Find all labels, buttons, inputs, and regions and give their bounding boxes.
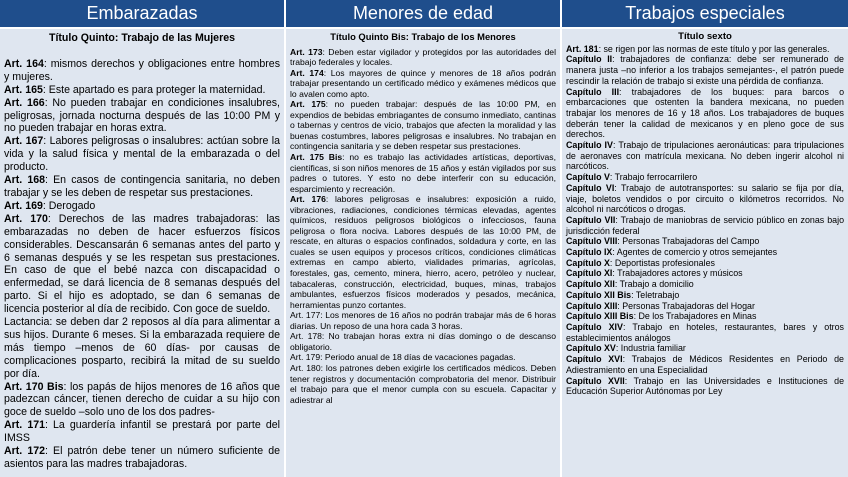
article-text: : Trabajo de maniobras de servicio público en zonas bajo jurisdicción federal — [566, 214, 845, 236]
article-text: : Los mayores de quince y menores de 18 años podrán trabajar presentando un certificado médico y exámenes médicos que lo avalen como apto. — [290, 67, 556, 99]
paragraph — [4, 213, 280, 316]
article-label: Art. 172 — [4, 445, 45, 458]
article-text: : se rigen por las normas de este título y por las generales. — [598, 43, 830, 54]
paragraph — [566, 301, 844, 312]
paragraph — [566, 343, 844, 354]
article-label: Capítulo XI — [566, 268, 613, 279]
article-text: : La guardería infantil se prestará por parte del IMSS — [4, 419, 280, 445]
column-trabajos-especiales — [562, 0, 848, 477]
column-body — [562, 29, 848, 397]
article-label: Art. 170 — [4, 212, 48, 225]
paragraph — [4, 174, 280, 200]
article-label: Art. 175 Bis — [290, 152, 343, 163]
column-subtitle: Título sexto — [678, 31, 732, 42]
article-text: : trabajadores de los buques: para barcos o embarcaciones que ostenten la bandera mexicana, no pueden trabajar los menores de 16 y 18 años. Los trabajadores de buques deberán tener la calidad de mexicanos y en pleno goce de sus derechos. — [566, 86, 845, 140]
article-text: : Agentes de comercio y otros semejantes — [612, 247, 778, 258]
article-text: : Deben estar vigilador y protegidos por las autoridades del trabajo federales y locales. — [290, 46, 556, 68]
paragraph — [290, 68, 556, 100]
article-label: Art. 166 — [4, 96, 45, 109]
paragraph — [4, 200, 280, 213]
article-text: : Labores peligrosas o insalubres: actúan sobre la vida y la salud física y mental de la embarazada o del producto. — [4, 135, 280, 174]
paragraph — [290, 152, 556, 194]
paragraph — [290, 363, 556, 405]
article-text: : Trabajos de Médicos Residentes en Periodo de Adiestramiento en una Especialidad — [566, 354, 844, 375]
article-text: : Deportistas profesionales — [609, 257, 715, 268]
article-label: Art. 167 — [4, 135, 44, 148]
paragraph — [566, 311, 844, 322]
article-label: Art. 164 — [4, 57, 44, 70]
column-embarazadas — [0, 0, 286, 477]
article-label: Art. 168 — [4, 174, 46, 187]
paragraph — [566, 268, 844, 279]
article-text: Art. 180: los patrones deben exigirle los certificados médicos. Deben tener registros y documentación comprobatoria del menor. Distribuir el trabajo para que el menor cumpla con su escuela. Capacitar y adiestrar al — [290, 362, 556, 405]
paragraph — [566, 279, 844, 290]
article-text: : Trabajadores actores y músicos — [612, 268, 743, 279]
article-label: Capítulo XVII — [566, 375, 625, 386]
article-label: Capítulo XII — [566, 279, 615, 290]
article-label: Art. 170 Bis — [4, 380, 64, 393]
article-text: : El patrón debe tener un número suficiente de asientos para las madres trabajadoras. — [4, 445, 280, 470]
article-label: Capítulo IV — [566, 140, 613, 151]
paragraph — [566, 140, 844, 172]
paragraph — [566, 54, 844, 86]
article-text: Art. 179: Periodo anual de 18 días de vacaciones pagadas. — [290, 352, 516, 363]
article-text: : Derogado — [42, 199, 96, 212]
article-label: Capítulo V — [566, 172, 610, 183]
paragraph — [4, 445, 280, 471]
article-text: : Trabajo en hoteles, restaurantes, bares y otros establecimientos análogos — [566, 321, 844, 343]
paragraph — [566, 236, 844, 247]
article-label: Capítulo II — [566, 54, 613, 65]
paragraph — [566, 247, 844, 258]
article-text: : Trabajo a domicilio — [614, 279, 694, 290]
article-label: Art. 174 — [290, 67, 324, 78]
paragraph — [290, 331, 556, 352]
paragraph — [4, 97, 280, 136]
article-text: : En casos de contingencia sanitaria, no deben trabajar y se les deben de respetar sus prestaciones. — [4, 174, 280, 199]
article-label: Capítulo XV — [566, 343, 616, 354]
article-label: Art. 169 — [4, 199, 43, 212]
paragraph — [4, 135, 280, 174]
article-label: Capítulo XIV — [566, 321, 623, 332]
article-label: Capítulo XIII — [566, 300, 618, 311]
paragraph — [566, 290, 844, 301]
paragraph — [4, 381, 280, 420]
paragraph — [566, 183, 844, 215]
paragraph — [290, 194, 556, 310]
paragraph — [4, 84, 280, 97]
paragraph — [290, 352, 556, 363]
article-label: Capítulo X — [566, 257, 610, 268]
article-label: Art. 173 — [290, 46, 323, 57]
article-text: : Industria familiar — [615, 343, 686, 354]
paragraph — [566, 44, 844, 55]
column-header: Trabajos especiales — [562, 0, 848, 29]
article-text: : Trabajo en las Universidades e Instituciones de Educación Superior Autónomas por Ley — [566, 375, 845, 397]
article-label: Capítulo XIII Bis — [566, 311, 634, 322]
paragraph — [290, 47, 556, 68]
paragraph — [566, 215, 844, 236]
article-text: Art. 178: No trabajan horas extra ni días domingo o de descanso obligatorio. — [290, 331, 556, 352]
article-text: : Personas Trabajadoras del Hogar — [617, 300, 755, 311]
article-text: : labores peligrosas e insalubres: exposición a ruido, vibraciones, radiaciones, condiciones térmicas elevadas, agentes químicos, residuos peligrosos biológicos o infecciosos, fauna peligrosa o flora nociva. Labores después de las 10:00 PM, de rescate, en alturas o espacios confinados, soldadura y corte, en las cuales se usen equipos y procesos críticos, condiciones climáticas extremas en campo abierto, vialidades primarias, agrícolas, forestales, gas, cemento, minera, hierro, acero, petróleo y nuclear, tabacaleras, construcción, electricidad, buques, minas, trabajos ambulantes, esfuerzos físicos moderados y pesados, mecánica, herramientas punzo cortantes. — [290, 194, 556, 310]
column-subtitle: Título Quinto Bis: Trabajo de los Menores — [330, 31, 516, 42]
article-text: : mismos derechos y obligaciones entre hombres y mujeres. — [4, 57, 280, 83]
article-label: Capítulo III — [566, 86, 620, 97]
article-text: : los papás de hijos menores de 16 años que padezcan cáncer, tienen derecho de cuidar a su hijo con goce de sueldo –solo uno de los dos padres- — [4, 380, 280, 419]
column-body — [286, 29, 560, 405]
article-text: : Trabajo ferrocarrilero — [609, 172, 698, 183]
article-text: Lactancia: se deben dar 2 reposos al día para alimentar a sus hijos. Durante 6 meses. Si la embarazada requiere de más tiempo –menos de 60 días- por causas de complicaciones posparto, recibirá la mitad de su sueldo por día. — [4, 316, 280, 380]
article-text: : Derechos de las madres trabajadoras: las embarazadas no deben de hacer esfuerzos físicos considerables. Descansarán 6 semanas antes del parto y 6 semanas después y se les respetan sus prestaciones. En caso de que el bebé nazca con discapacidad o enfermedad, se dará licencia de 8 semanas después del parto. Si el hijo es adoptado, se dan 6 semanas de licencia posterior al día de recibido. Con goce de sueldo. — [4, 212, 280, 316]
column-header: Embarazadas — [0, 0, 284, 29]
article-label: Capítulo VII — [566, 214, 616, 225]
article-text: : no pueden trabajar: después de las 10:00 PM, en expendios de bebidas embriagantes de consumo inmediato, cantinas o tabernas y centros de vicio, trabajos que afecten la moralidad y las buenas costumbres, labores peligrosas e insalubres. No trabajan en contingencia sanitaria y se deben respetar sus prestaciones. — [290, 99, 556, 152]
paragraph — [4, 58, 280, 84]
article-text: : trabajadores de confianza: debe ser remunerado de manera justa –no inferior a los trabajos semejantes-, el patrón puede rescindir la relación de trabajo si existe una pérdida de confianza. — [566, 54, 844, 86]
paragraph — [290, 99, 556, 152]
column-header: Menores de edad — [286, 0, 560, 29]
article-label: Capítulo XVI — [566, 354, 623, 365]
article-text: : Teletrabajo — [631, 289, 680, 300]
article-text: : no es trabajo las actividades artísticas, deportivas, científicas, si son niños menores de 15 años y están vigilados por sus padres o tutores. Y esto no debe interferir con su educación, esparcimiento y recreación. — [290, 152, 556, 194]
article-text: : Trabajo de autotransportes: su salario se fija por día, viaje, boletos vendidos o por circuito o kilómetros recorridos. No alcohol ni narcóticos o drogas. — [566, 182, 844, 215]
article-text: : No pueden trabajar en condiciones insalubres, peligrosas, jornada nocturna después de las 10:00 PM y no pueden trabajar en horas extra. — [4, 96, 280, 135]
article-label: Capítulo XII Bis — [566, 289, 632, 300]
article-text: Art. 177: Los menores de 16 años no podrán trabajar más de 6 horas diarias. Un reposo de una hora cada 3 horas. — [290, 310, 556, 331]
article-label: Art. 176 — [290, 194, 326, 205]
paragraph — [566, 258, 844, 269]
article-text: : Este apartado es para proteger la maternidad. — [42, 83, 266, 96]
column-subtitle: Título Quinto: Trabajo de las Mujeres — [48, 32, 235, 44]
paragraph — [566, 87, 844, 141]
article-label: Capítulo IX — [566, 247, 613, 258]
article-label: Art. 175 — [290, 99, 326, 110]
paragraph — [4, 419, 280, 445]
article-label: Capítulo VIII — [566, 236, 618, 247]
paragraph — [290, 310, 556, 331]
paragraph — [566, 376, 844, 397]
paragraph — [566, 322, 844, 343]
article-label: Art. 171 — [4, 419, 45, 432]
article-label: Art. 165 — [4, 83, 43, 96]
column-menores — [286, 0, 562, 477]
article-text: : Trabajo de tripulaciones aeronáuticas: para tripulaciones de aeronaves con matrícula mexicana. No deben ingerir alcohol ni narcóticos. — [566, 140, 844, 172]
article-text: : Personas Trabajadoras del Campo — [617, 236, 760, 247]
paragraph — [4, 316, 280, 381]
article-label: Capítulo VI — [566, 182, 615, 193]
paragraph — [566, 172, 844, 183]
paragraph — [566, 354, 844, 375]
column-body — [0, 29, 284, 471]
article-label: Art. 181 — [566, 43, 599, 54]
article-text: : De los Trabajadores en Minas — [633, 311, 757, 322]
